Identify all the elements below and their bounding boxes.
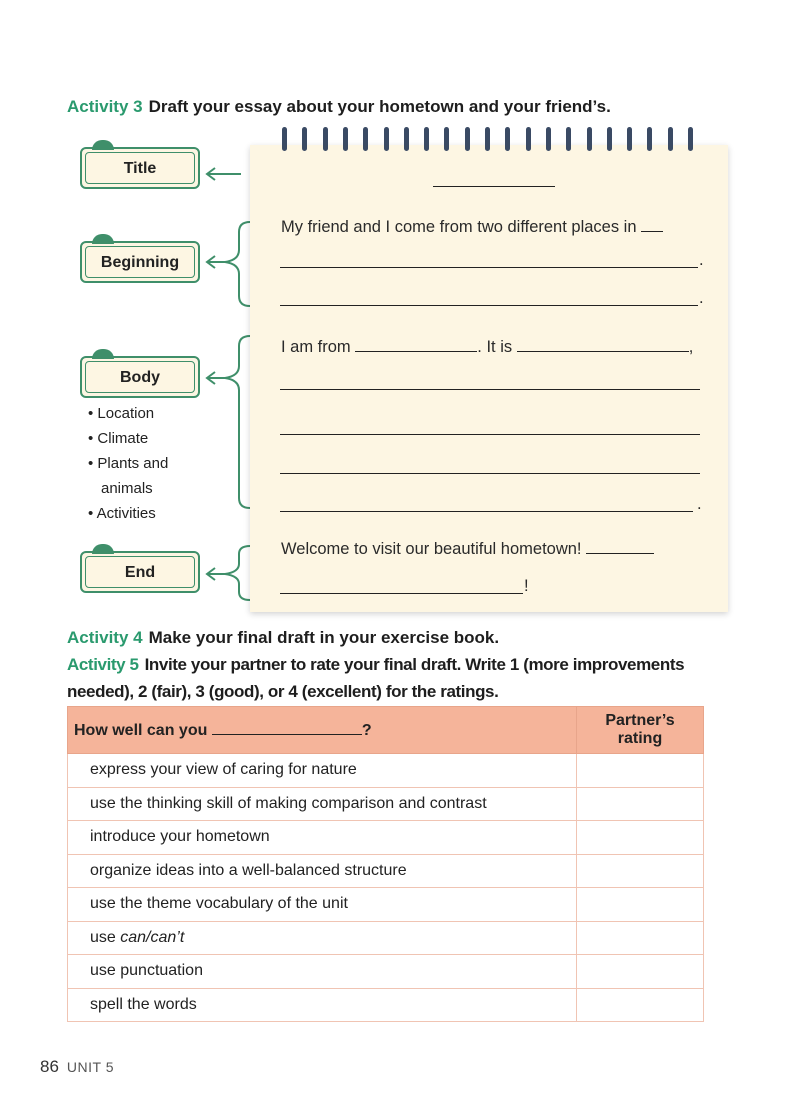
beginning-label: Beginning <box>100 254 180 271</box>
title-label-box <box>80 147 200 189</box>
table-row <box>68 955 704 989</box>
body-sentence <box>281 337 693 357</box>
rating-table <box>67 706 704 1022</box>
spiral-ring <box>627 127 632 151</box>
spiral-ring <box>688 127 693 151</box>
spiral-ring <box>343 127 348 151</box>
header-blank[interactable] <box>212 720 362 735</box>
skill-cell: use can/can’t <box>68 921 577 955</box>
skill-cell: introduce your hometown <box>68 821 577 855</box>
bullet-plants: • Plants and <box>88 451 168 476</box>
rating-cell[interactable] <box>577 854 704 888</box>
skill-cell: express your view of caring for nature <box>68 754 577 788</box>
beginning-period-2: . <box>699 289 704 307</box>
activity5-text-1: Invite your partner to rate your final draft. Write 1 (more improvements <box>144 655 685 674</box>
skill-cell: organize ideas into a well-balanced structure <box>68 854 577 888</box>
end-blank-2[interactable] <box>280 593 523 594</box>
table-row <box>68 754 704 788</box>
spiral-ring <box>546 127 551 151</box>
page-number: 86 <box>40 1057 59 1076</box>
spiral-ring <box>526 127 531 151</box>
table-row <box>68 854 704 888</box>
spiral-ring <box>444 127 449 151</box>
spiral-ring <box>587 127 592 151</box>
bullet-activities: • Activities <box>88 501 168 526</box>
table-row <box>68 921 704 955</box>
body-blank-1[interactable] <box>355 337 477 352</box>
title-blank[interactable] <box>433 186 555 187</box>
beginning-blank-2[interactable] <box>280 267 698 268</box>
beginning-period-1: . <box>699 251 704 269</box>
body-blank-4[interactable] <box>280 434 700 435</box>
beginning-blank-3[interactable] <box>280 305 698 306</box>
spiral-ring <box>282 127 287 151</box>
spiral-ring <box>647 127 652 151</box>
activity3-number: Activity 3 <box>67 97 143 116</box>
essay-notebook <box>250 145 728 612</box>
activity4-number: Activity 4 <box>67 628 143 647</box>
spiral-ring <box>668 127 673 151</box>
spiral-ring <box>607 127 612 151</box>
spiral-ring <box>505 127 510 151</box>
body-period: . <box>697 495 702 513</box>
unit-label: UNIT 5 <box>66 1059 115 1075</box>
activity4-text: Make your final draft in your exercise book. <box>148 628 500 647</box>
body-blank-3[interactable] <box>280 389 700 390</box>
rating-cell[interactable] <box>577 787 704 821</box>
spiral-ring <box>323 127 328 151</box>
beginning-sentence <box>281 217 663 237</box>
body-blank-6[interactable] <box>280 511 693 512</box>
spiral-ring <box>465 127 470 151</box>
title-label: Title <box>123 160 157 177</box>
activity4-heading <box>67 628 499 648</box>
activity3-text: Draft your essay about your hometown and your friend’s. <box>148 97 611 116</box>
rating-cell[interactable] <box>577 955 704 989</box>
bullet-location: • Location <box>88 401 168 426</box>
body-text-1: I am from <box>281 338 351 356</box>
table-row <box>68 787 704 821</box>
spiral-ring <box>384 127 389 151</box>
table-row <box>68 888 704 922</box>
body-blank-2[interactable] <box>517 337 689 352</box>
body-label: Body <box>120 369 160 386</box>
skill-cell: use the thinking skill of making comparison and contrast <box>68 787 577 821</box>
rating-cell[interactable] <box>577 821 704 855</box>
end-exclaim: ! <box>524 577 529 595</box>
rating-cell[interactable] <box>577 921 704 955</box>
activity5-number: Activity 5 <box>67 655 139 674</box>
bullet-animals: animals <box>101 480 153 497</box>
end-label-box <box>80 551 200 593</box>
page-footer <box>40 1057 114 1077</box>
activity5-text-2: needed), 2 (fair), 3 (good), or 4 (excellent) for the ratings. <box>67 682 499 701</box>
bullet-climate: • Climate <box>88 426 168 451</box>
end-label: End <box>124 564 156 581</box>
skill-cell: use the theme vocabulary of the unit <box>68 888 577 922</box>
spiral-ring <box>404 127 409 151</box>
body-bullet-list <box>88 401 168 526</box>
end-blank-1[interactable] <box>586 539 654 554</box>
beginning-blank-1[interactable] <box>641 217 663 232</box>
table-header-row <box>68 707 704 754</box>
end-sentence <box>281 539 654 559</box>
body-label-box <box>80 356 200 398</box>
beginning-label-box <box>80 241 200 283</box>
spiral-ring <box>485 127 490 151</box>
rating-cell[interactable] <box>577 988 704 1022</box>
body-text-2: . It is <box>477 338 513 356</box>
table-row <box>68 821 704 855</box>
activity3-heading <box>67 97 611 117</box>
table-row <box>68 988 704 1022</box>
spiral-ring <box>363 127 368 151</box>
beginning-text: My friend and I come from two different places in <box>281 218 637 236</box>
rating-cell[interactable] <box>577 754 704 788</box>
skill-cell: use punctuation <box>68 955 577 989</box>
spiral-ring <box>424 127 429 151</box>
activity5-heading <box>67 655 684 675</box>
body-comma: , <box>688 338 694 356</box>
spiral-ring <box>566 127 571 151</box>
skill-cell: spell the words <box>68 988 577 1022</box>
table-header-skill: How well can you ? <box>68 707 577 754</box>
body-blank-5[interactable] <box>280 473 700 474</box>
rating-cell[interactable] <box>577 888 704 922</box>
connector-braces <box>195 140 255 610</box>
end-text: Welcome to visit our beautiful hometown! <box>281 540 582 558</box>
table-header-rating: Partner’s rating <box>577 707 704 754</box>
spiral-ring <box>302 127 307 151</box>
